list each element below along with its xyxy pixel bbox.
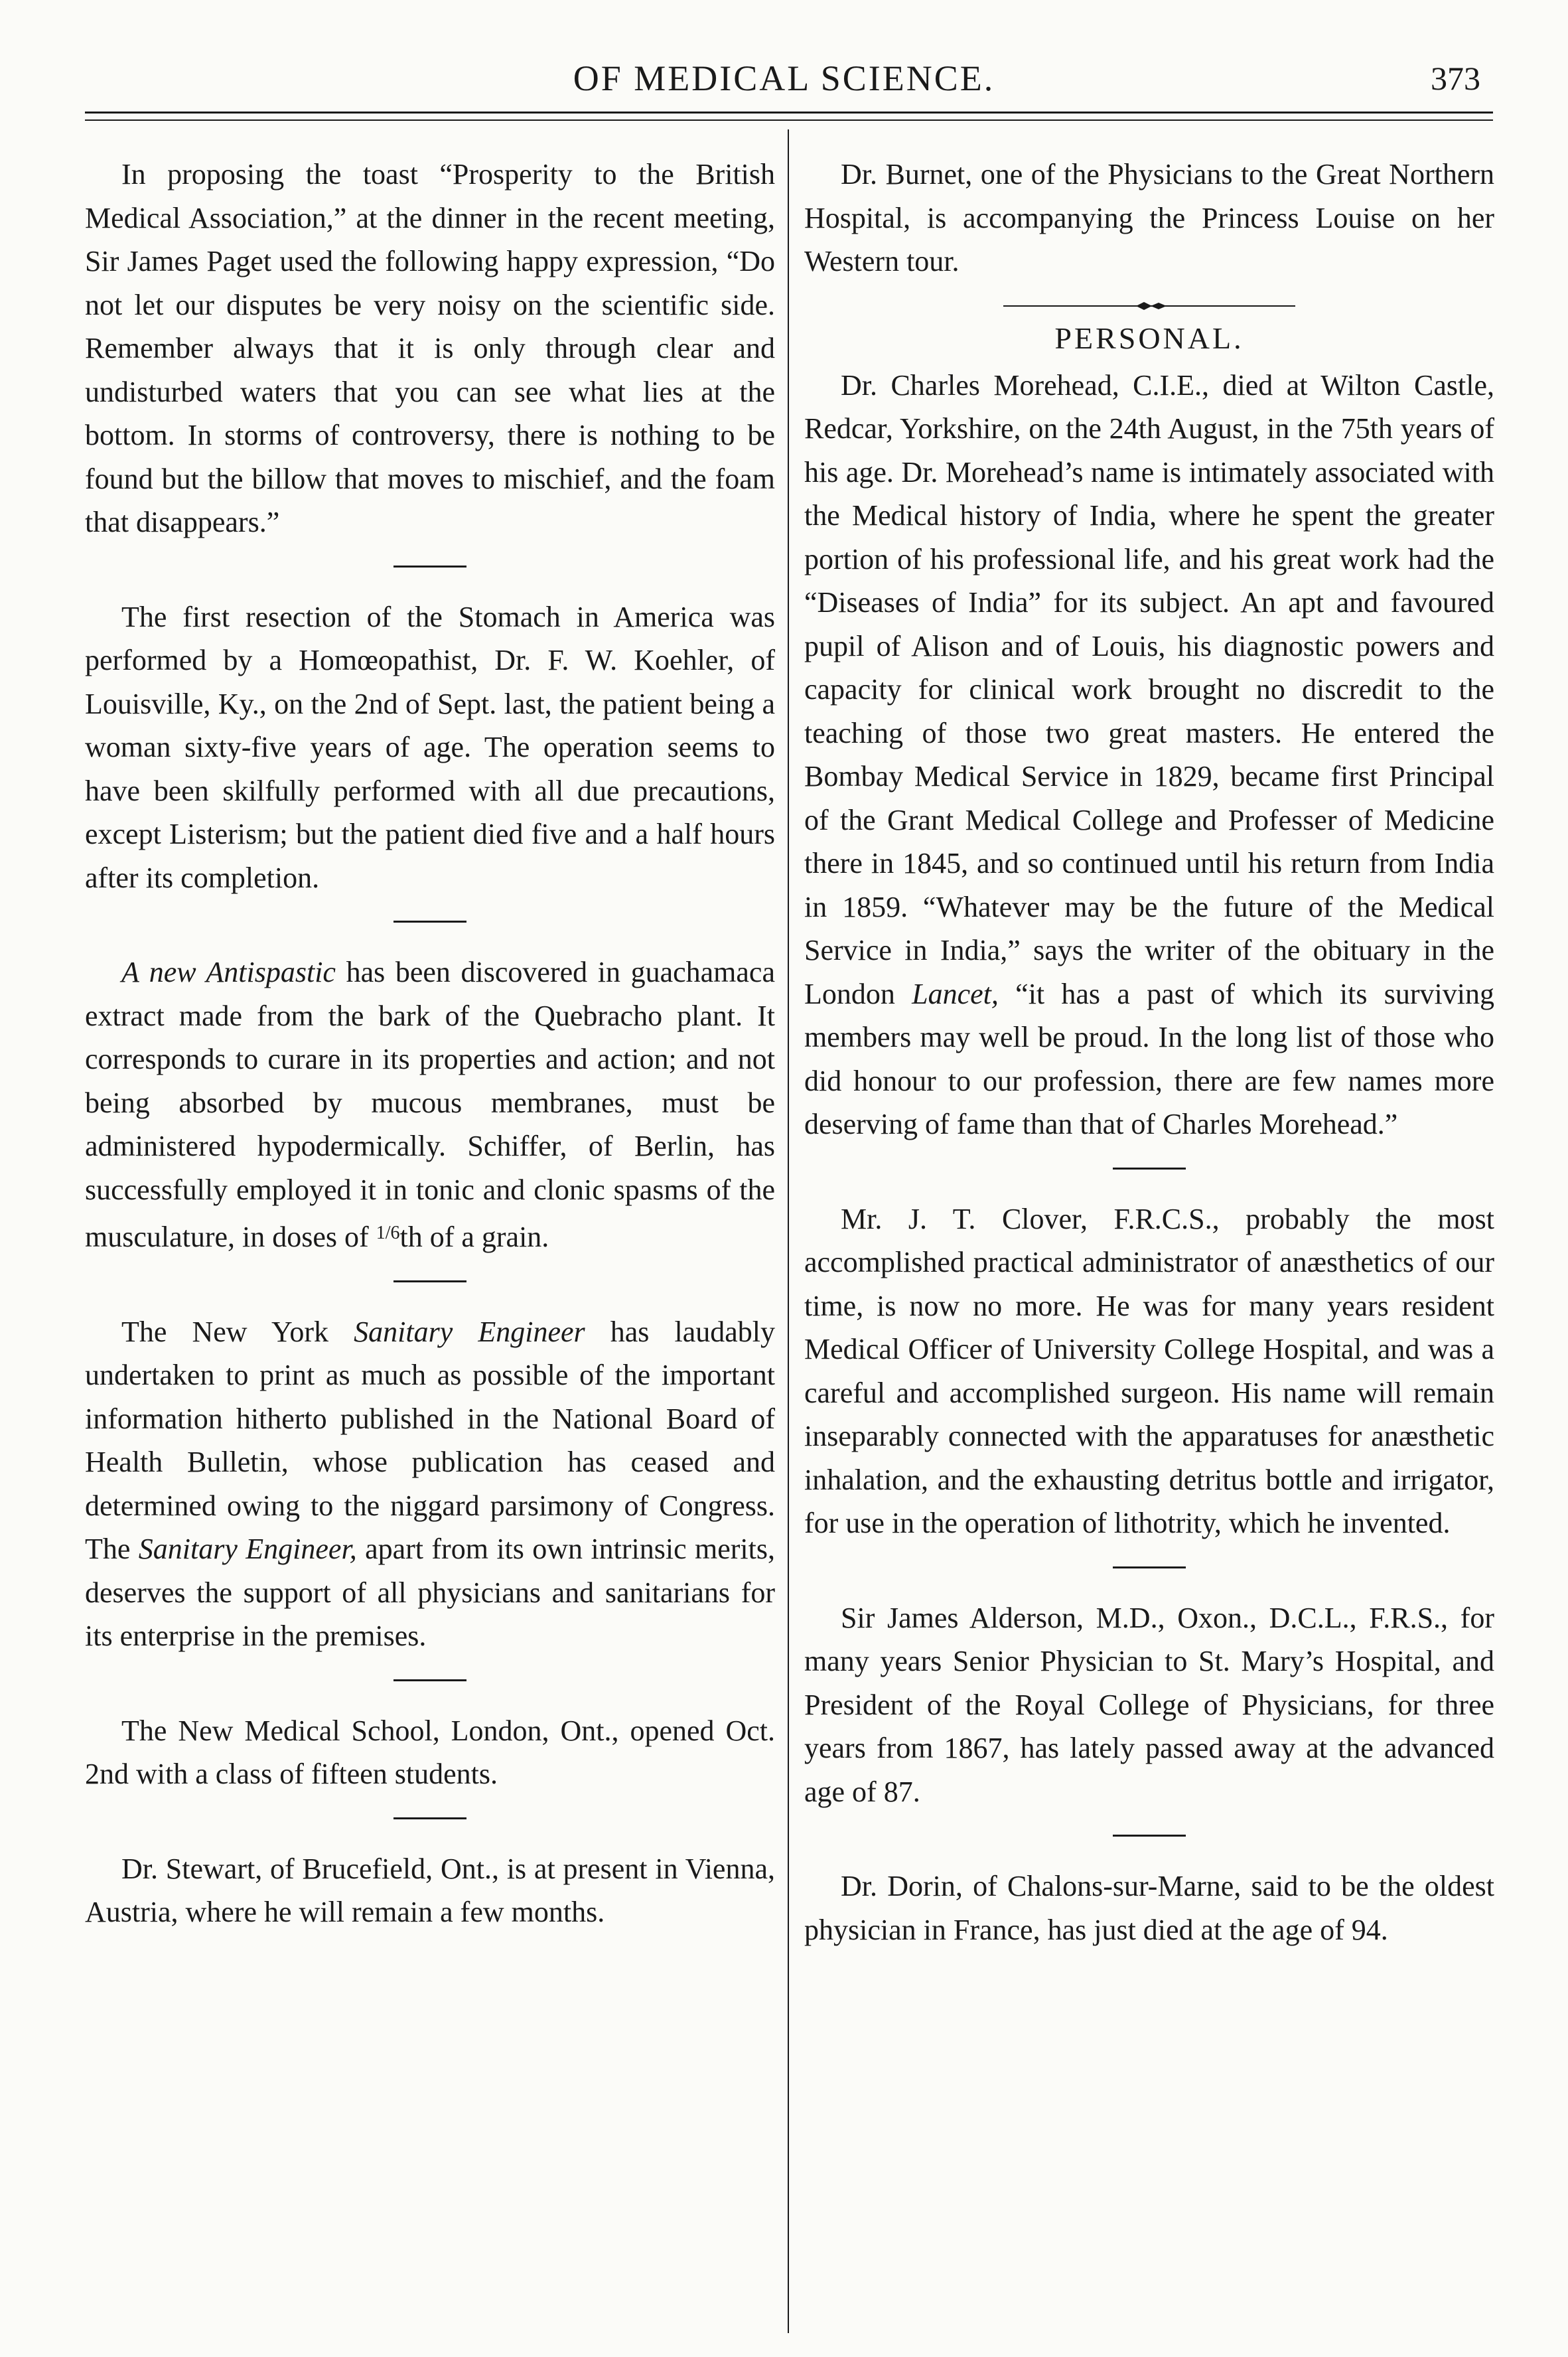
medical-school-paragraph: The New Medical School, London, Ont., opened Oct. 2nd with a class of fifteen students.	[85, 1714, 775, 1790]
personal-heading: PERSONAL.	[1054, 321, 1244, 355]
morehead-text-a: Dr. Charles Morehead, C.I.E., died at Wilton Castle, Redcar, Yorkshire, on the 24th August, in the 75th years of his age. Dr. Morehead’s name is intimately associated with the Medical history of India, where he spent the greater portion of his professional life, and his great work had the “Diseases of India” for its subject. An apt and favoured pupil of Alison and of Louis, his diagnostic powers and capacity for clinical work brought no discredit to the teaching of those two great masters. He entered the Bombay Medical Service in 1829, became first Principal of the Grant Medical College and Professer of Medicine there in 1845, and so continued until his return from India in 1859. “Whatever may be the future of the Medical Service in India,” says the writer of the obituary in the London	[804, 368, 1494, 1010]
sanitary-text-b: has laudably undertaken to print as much as possible of the important information hitherto published in the National Board of Health Bulletin, whose publication has ceased and determined owing to the niggard parsimony of Congress. The	[85, 1315, 775, 1565]
right-column	[804, 153, 1494, 1951]
ornament-separator	[1003, 301, 1295, 311]
antispastic-italic: A new Antispastic	[121, 956, 336, 988]
separator-rule	[1113, 1168, 1186, 1170]
sanitary-italic-1: Sanitary Engineer	[354, 1315, 585, 1348]
sanitary-text-a: The New York	[121, 1315, 354, 1348]
page-number: 373	[1431, 60, 1480, 97]
separator-rule	[393, 566, 466, 568]
antispastic-text: has been discovered in guachamaca extract made from the bark of the Quebracho plant. It corresponds to curare in its properties and action; and not being absorbed by mucous membranes, must be administered hypodermically. Schiffer, of Berlin, has successfully employed it in tonic and clonic spasms of the musculature, in doses of	[85, 956, 775, 1253]
left-column	[85, 153, 775, 1934]
separator-rule	[393, 1679, 466, 1681]
separator-rule	[1113, 1566, 1186, 1568]
dorin-paragraph: Dr. Dorin, of Chalons-sur-Marne, said to be the oldest physician in France, has just died at the age of 94.	[804, 1870, 1494, 1946]
morehead-text-b: “it has a past of which its surviving members may well be proud. In the long list of those who did honour to our profession, there are few names more deserving of fame than that of Charles Morehead.”	[804, 977, 1494, 1140]
separator-rule	[393, 1280, 466, 1282]
antispastic-end: th of a grain.	[399, 1221, 549, 1253]
separator-rule	[393, 921, 466, 923]
separator-rule	[1113, 1835, 1186, 1837]
sanitary-engineer-paragraph	[85, 1310, 775, 1658]
alderson-paragraph: Sir James Alderson, M.D., Oxon., D.C.L., F.R.S., for many years Senior Physician to St. Mary’s Hospital, and President of the Royal College of Physicians, for three years from 1867, has lately passed away at the advanced age of 87.	[804, 1601, 1494, 1808]
running-head	[0, 52, 1568, 105]
stewart-paragraph: Dr. Stewart, of Brucefield, Ont., is at present in Vienna, Austria, where he will remain a few months.	[85, 1852, 775, 1928]
column-divider	[788, 129, 789, 2333]
burnet-paragraph: Dr. Burnet, one of the Physicians to the Great Northern Hospital, is accompanying the Princess Louise on her Western tour.	[804, 158, 1494, 277]
running-title: OF MEDICAL SCIENCE.	[573, 58, 995, 98]
header-rule-thin	[85, 119, 1493, 121]
sanitary-italic-2: Sanitary Engineer,	[138, 1533, 357, 1565]
clover-paragraph: Mr. J. T. Clover, F.R.C.S., probably the most accomplished practical administrator of anæsthetics of our time, is now no more. He was for many years resident Medical Officer of University College Hospital, and was a careful and accomplished surgeon. His name will remain inseparably connected with the apparatuses for anæsthetic inhalation, and the exhausting detritus bottle and irrigator, for use in the operation of lithotrity, which he invented.	[804, 1202, 1494, 1539]
paget-toast-paragraph: In proposing the toast “Prosperity to the British Medical Association,” at the dinner in the recent meeting, Sir James Paget used the following happy expression, “Do not let our disputes be very noisy on the scientific side. Remember always that it is only through clear and undisturbed waters that you can see what lies at the bottom. In storms of controversy, there is nothing to be found but the billow that moves to mischief, and the foam that disappears.”	[85, 158, 775, 538]
sanitary-text-c: apart from its own intrinsic merits, deserves the support of all physicians and sanitarians for its enterprise in the premises.	[85, 1533, 776, 1652]
antispastic-paragraph	[85, 950, 775, 1259]
morehead-obituary-paragraph	[804, 364, 1494, 1146]
lancet-italic: Lancet,	[912, 977, 999, 1010]
dose-fraction: 1/6	[376, 1223, 400, 1243]
header-rule	[85, 112, 1493, 114]
separator-rule	[393, 1817, 466, 1819]
stomach-resection-paragraph: The first resection of the Stomach in America was performed by a Homœopathist, Dr. F. W. Koehler, of Louisville, Ky., on the 2nd of Sept. last, the patient being a woman sixty-five years of age. The operation seems to have been skilfully performed with all due precautions, except Listerism; but the patient died five and a half hours after its completion.	[85, 600, 775, 894]
